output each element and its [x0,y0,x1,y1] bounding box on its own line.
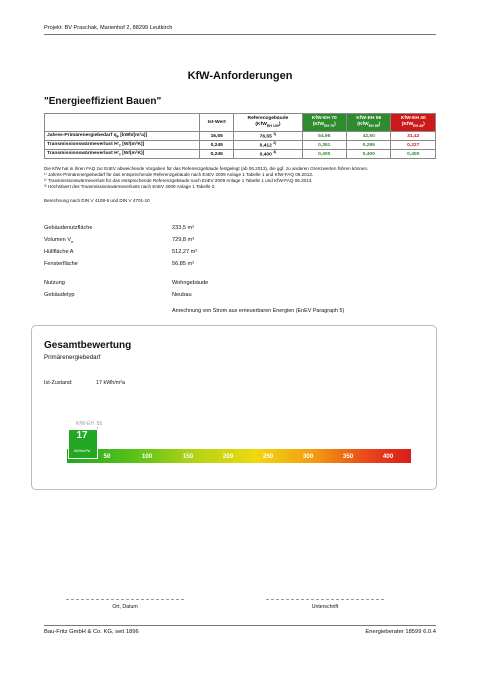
footnote-1: ¹⁾ Jahres-Primärenergiebedarf für das entsprechende Referenzgebäude nach EnEV 2009 Anlage 1 Tabelle 1 und KfW-FAQ 06.2013. [44,172,314,177]
header-eh70 [302,114,346,132]
header-reference [234,114,302,132]
renewable-note: Anrechnung von Strom aus erneuerbaren Energien (EnEV Paragraph 5) [172,308,345,314]
footer-software: Energieberater 18599 6.0.4 [365,629,436,635]
rating-title: Gesamtbewertung [44,340,132,351]
scale-tick: 400 [382,453,394,460]
header-55-line2a: (KfW [357,121,369,127]
header-divider [44,34,436,35]
page-title: KfW-Anforderungen [187,70,293,82]
cell-ref [234,150,302,159]
row-label-text: Jahres-Primärenergiebedarf q [47,133,117,139]
row-label-sub: P [116,134,119,139]
header-70-line1: KfW-EH 70 [311,115,337,121]
scale-tick: 300 [302,453,314,460]
info-value: Neubau [172,292,192,298]
cell-ref-note: 2) [273,141,277,146]
header-40-sub: EH 40 [413,123,424,128]
header-70-line2c: ) [334,121,336,127]
table-row [45,150,436,159]
table-row [45,141,436,150]
row-label-text: Transmissionswärmeverlust H' [47,142,119,148]
kfw-level-label-value: 55 [96,421,103,427]
header-55-sub: EH 55 [368,123,379,128]
kfw-requirements-table [44,113,436,159]
row-label-sub: T [118,152,121,157]
cell-eh40: 31,42 [391,132,436,141]
cell-ref-value: 76,55 [259,134,272,140]
cell-eh70: 0,351 [302,141,346,150]
signature-line-signature [266,599,384,600]
row-label [45,141,200,150]
cell-ref [234,132,302,141]
kfw-level-label-text: KfW-EH [76,421,94,427]
cell-ref-note: 1) [273,132,277,137]
section-subtitle: "Energieeffizient Bauen" [44,96,162,107]
info-key-sub: e [71,239,74,245]
row-label [45,150,200,159]
header-40-line2c: ) [423,121,425,127]
header-55-line1: KfW-EH 55 [356,115,382,121]
header-55-line2c: ) [378,121,381,127]
info-key: Nutzung [44,280,65,286]
row-label-unit: [kWh/(m²a)] [118,133,148,139]
header-40-line2a: (KfW [401,121,414,127]
row-label-unit: [W/(m²K)] [120,142,145,148]
scale-tick: 250 [262,453,274,460]
footnote-2: ²⁾ Transmissionswärmeverlust für das entsprechende Referenzgebäude nach EnEV 2009 Anlage 1 Tabelle 1 und KfW-FAQ 06.2013. [44,178,313,183]
cell-ist: 16,55 [200,132,234,141]
row-label-sub: T [118,143,121,148]
header-ref-line1: Referenzgebäude [247,115,289,121]
cell-eh55: 0,289 [346,141,390,150]
header-ref-line2c: ) [278,121,281,127]
cell-ist: 0,245 [200,141,234,150]
project-line: Projekt: BV Praschak, Marienhof 2, 88299 Leutkirch [44,25,173,31]
cell-eh40: 0,400 [391,150,436,159]
scale-tick: 100 [141,453,153,460]
table-header-row [45,114,436,132]
header-ref-line2a: (KfW [255,121,267,127]
footer-divider [44,625,436,626]
ist-value: 17 kWh/m²a [96,380,126,386]
info-value: 56,85 m² [172,261,195,267]
info-key-text: Volumen V [44,237,72,243]
kfw-level-label [76,421,102,427]
marker-unit: kWh/m²a [74,448,90,453]
header-70-sub: EH 70 [324,123,335,128]
info-key [44,237,73,244]
cell-eh55: 42,50 [346,132,390,141]
info-key: Hüllfläche A [44,249,74,255]
info-key: Gebäudenutzfläche [44,225,93,231]
cell-eh40: 0,227 [391,141,436,150]
cell-ref-value: 0,412 [259,143,272,149]
header-70-line2a: (KfW [312,121,325,127]
signature-line-place-date [66,599,184,600]
header-empty-cell [45,114,200,132]
cell-ref [234,141,302,150]
row-label [45,132,200,141]
scale-tick: 200 [222,453,234,460]
scale-tick: 50 [103,453,111,460]
signature-label-place-date: Ort, Datum [112,604,138,610]
cell-eh70: 0,400 [302,150,346,159]
table-row [45,132,436,141]
row-label-unit: [W/(m²K)] [120,151,145,157]
row-label-text: Transmissionswärmeverlust H' [47,151,119,157]
header-40-line1: KfW-EH 40 [400,115,426,121]
footer-company: Bau-Fritz GmbH & Co. KG, seit 1896 [44,629,139,635]
marker-value: 17 [76,430,88,441]
cell-eh70: 54,98 [302,132,346,141]
scale-tick: 350 [342,453,354,460]
calc-note: Berechnung nach DIN V 4108-6 und DIN V 4701-10 [44,198,150,203]
scale-tick: 150 [182,453,194,460]
signature-label-signature: Unterschrift [311,604,339,610]
cell-ist: 0,245 [200,150,234,159]
cell-ref-note: 3) [273,150,277,155]
info-value: 512,27 m² [172,249,198,255]
cell-ref-value: 0,400 [259,152,272,158]
info-key: Fensterfläche [44,261,78,267]
notes-intro: Die KfW hat in ihren FAQ zur EnEV abweichende Vorgaben für das Referenzgebäude festgelegt (ab 06.2013), die ggf. zu anderen Grenzwerten führen können. [44,166,369,171]
energy-scale-bar [67,449,411,463]
cell-eh55: 0,400 [346,150,390,159]
info-value: 729,8 m³ [172,237,195,243]
header-ref-sub: EH 100 [266,123,279,128]
info-value: Wohngebäude [172,280,209,286]
info-value: 233,5 m² [172,225,195,231]
header-ist: Ist-Wert [200,114,234,132]
ist-label: Ist-Zustand: [44,380,73,386]
rating-subtitle: Primärenergiebedarf [44,354,101,361]
header-eh40 [391,114,436,132]
info-key: Gebäudetyp [44,292,75,298]
footnote-3: ³⁾ Höchstwert des Transmissionswärmeverlusts nach EnEV 2009 Anlage 1 Tabelle 2. [44,184,216,189]
header-eh55 [346,114,390,132]
